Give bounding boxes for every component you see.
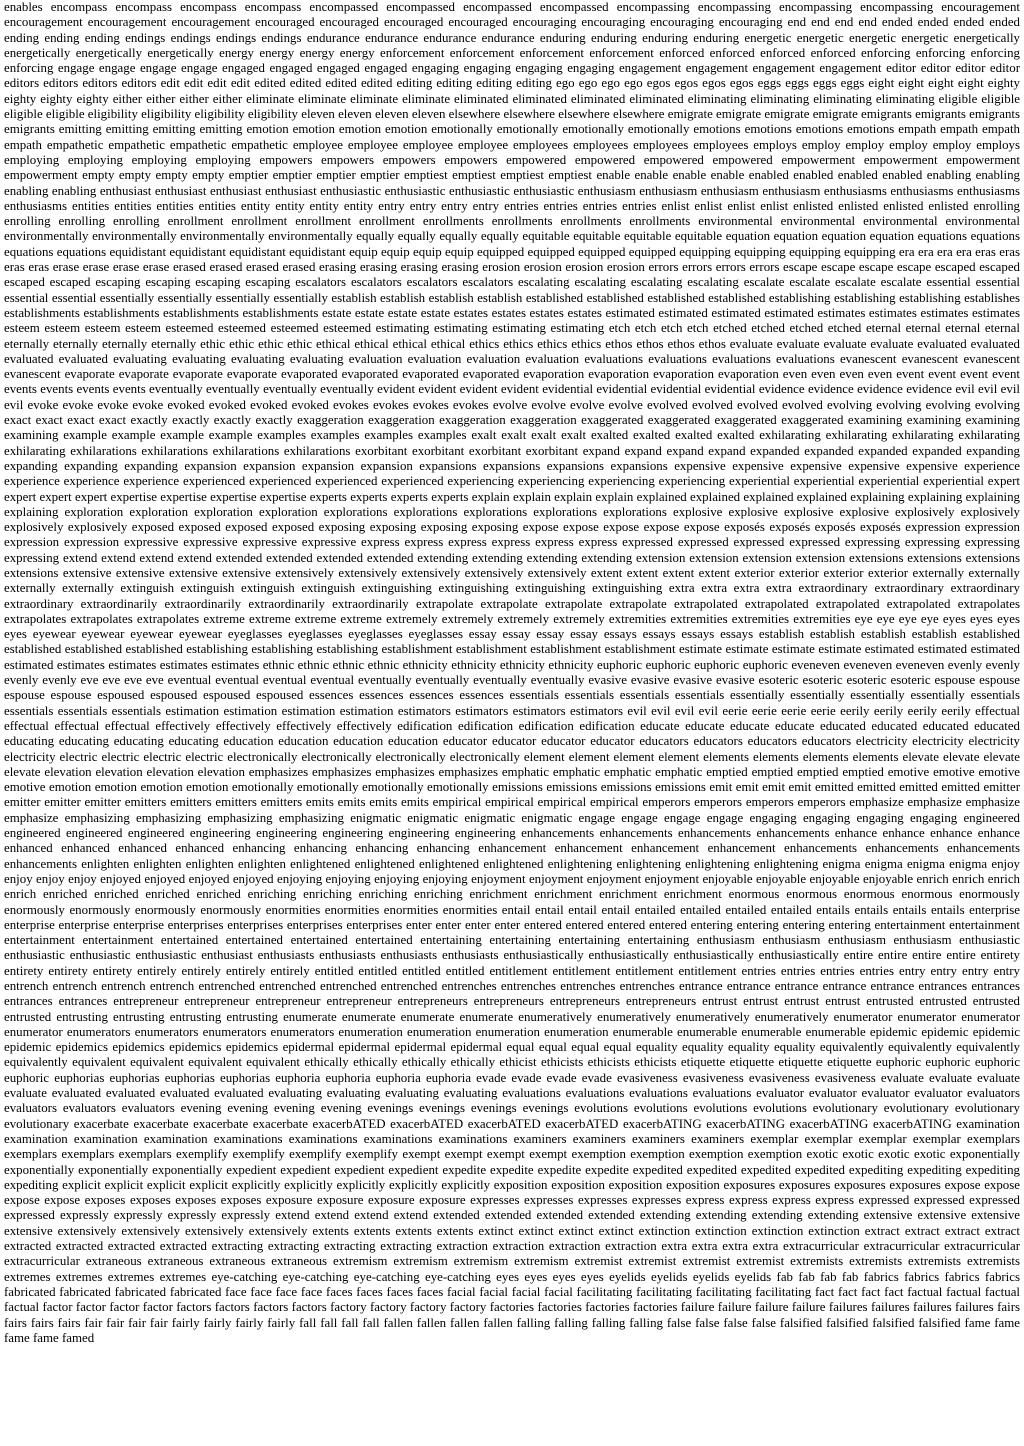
body-text: enables encompass encompass encompass encompass encompassed encompassed encompassed encompassed encompassing encompassing encompassing encompassing encouragement encouragement encouragement encouragement encouraged encouraged encouraged encouraged encouraging encouraging encouraging encouraging end end end end ended ended ended ended ending ending ending endings endings endings endings endurance endurance endurance endurance enduring enduring enduring enduring energetic energetic energetic energetic energetically energetically energetically energetically energy energy energy energy enforcement enforcement enforcement enforcement enforced enforced enforced enforced enforcing enforcing enforcing enforcing engage engage engage engage engaged engaged engaged engaged engaging engaging engaging engaging engagement engagement engagement engagement editor editor editor editor editors editors editors editors edit edit edit edit edited edited edited edited editing editing editing editing ego ego ego ego egos egos egos egos eggs eggs eggs eggs eight eight eight eight eighty eighty eighty eighty either either either either eliminate eliminate eliminate eliminate eliminated eliminated eliminated eliminated eliminating eliminating eliminating eliminating eligible eligible eligible eligible eligibility eligibility eligibility eligibility eleven eleven eleven eleven elsewhere elsewhere elsewhere elsewhere emigrate emigrate emigrate emigrate emigrants emigrants emigrants emigrants emitting emitting emitting emitting emotion emotion emotion emotion emotionally emotionally emotionally emotionally emotions emotions emotions emotions empath empath empath empath empathetic empathetic empathetic empathetic employee employee employee employee employees employees employees employees employs employ employ employ employ employs employing employing employing employing empowers empowers empowers empowers empowered empowered empowered empowered empowerment empowerment empowerment empowerment empty empty empty empty emptier emptier emptier emptier emptiest emptiest emptiest emptiest enable enable enable enable enabled enabled enabled enabled enabling enabling enabling enabling enthusiast enthusiast enthusiast enthusiast enthusiastic enthusiastic enthusiastic enthusiastic enthusiasm enthusiasm enthusiasm enthusiasm enthusiasms enthusiasms enthusiasms enthusiasms entities entities entities entities entity entity entity entity entry entry entry entry entries entries entries entries enlist enlist enlist enlist enlisted enlisted enlisted enlisted enrolling enrolling enrolling enrolling enrollment enrollment enrollment enrollment enrollments enrollments enrollments enrollments environmental environmental environmental environmental environmentally environmentally environmentally environmentally equally equally equally equally equitable equitable equitable equitable equation equation equation equation equations equations equations equations equidistant equidistant equidistant equidistant equip equip equip equip equipped equipped equipped equipped equipping equipping equipping equipping era era era era eras eras eras eras erase erase erase erase erased erased erased erased erasing erasing erasing erasing erosion erosion erosion erosion errors errors errors errors escape escape escape escape escaped escaped escaped escaped escaping escaping escaping escaping escalators escalators escalators escalators escalating escalating escalating escalating escalate escalate escalate escalate essential essential essential essential essentially essentially essentially essentially establish establish establish establish established established established established establishing establishing establishing establishes establishments establishments establishments establishments estate estate estate estate estates estates estates estates estimated estimated estimated estimated estimates estimates estimates estimates esteem esteem esteem esteem esteemed esteemed esteemed esteemed estimating estimating estimating estimating etch etch etch etch etched etched etched etched eternal eternal eternal eternal eternally eternally eternally eternally ethic ethic ethic ethic ethical ethical ethical ethical ethics ethics ethics ethics ethos ethos ethos ethos evaluate evaluate evaluate evaluate evaluated evaluated evaluated evaluated evaluating evaluating evaluating evaluating evaluation evaluation evaluation evaluation evaluations evaluations evaluations evaluations evanescent evanescent evanescent evanescent evaporate evaporate evaporate evaporate evaporated evaporated evaporated evaporated evaporation evaporation evaporation evaporation even even even even event event event event events events events events eventually eventually eventually eventually evident evident evident evident evidential evidential evidential evidential evidence evidence evidence evidence evil evil evil evil evoke evoke evoke evoke evoked evoked evoked evoked evokes evokes evokes evokes evolve evolve evolve evolve evolved evolved evolved evolved evolving evolving evolving evolving exact exact exact exact exactly exactly exactly exactly exaggeration exaggeration exaggeration exaggeration exaggerated exaggerated exaggerated exaggerated examining examining examining examining example example example example examples examples examples examples exalt exalt exalt exalt exalted exalted exalted exalted exhilarating exhilarating exhilarating exhilarating exhilarating exhilarations exhilarations exhilarations exhilarations exorbitant exorbitant exorbitant exorbitant expand expand expand expand expanded expanded expanded expanded expanding expanding expanding expanding expansion expansion expansion expansion expansions expansions expansions expansions expensive expensive expensive expensive expensive experience experience experience experience experienced experienced experienced experienced experiencing experiencing experiencing experiencing experiential experiential experiential experiential expert expert expert expert expertise expertise expertise expertise experts experts experts experts explain explain explain explain explained explained explained explained explaining explaining explaining explaining exploration exploration exploration exploration explorations explorations explorations explorations explorations explosive explosive explosive explosive explosively explosively explosively explosively exposed exposed exposed exposed exposing exposing exposing exposing expose expose expose expose expose exposés exposés exposés exposés expression expression expression expression expressive expressive expressive expressive express express express express express express expressed expressed expressed expressed expressing expressing expressing expressing extend extend extend extend extended extended extended extended extending extending extending extending extension extension extension extension extensions extensions extensions extensions extensive extensive extensive extensive extensively extensively extensively extensively extensively extent extent extent extent exterior exterior exterior exterior externally externally externally externally extinguish extinguish extinguish extinguish extinguishing extinguishing extinguishing extinguishing extra extra extra extra extraordinary extraordinary extraordinary extraordinary extraordinarily extraordinarily extraordinarily extraordinarily extrapolate extrapolate extrapolate extrapolate extrapolated extrapolated extrapolated extrapolated extrapolates extrapolates extrapolates extrapolates extreme extreme extreme extreme extremely extremely extremely extremely extremities extremities extremities extremities eye eye eye eye eyes eyes eyes eyes eyewear eyewear eyewear eyewear eyeglasses eyeglasses eyeglasses eyeglasses essay essay essay essay essays essays essays essays establish establish establish establish established established established established establishing establishing establishing establishment establishment establishment establishment estimate estimate estimate estimate estimated estimated estimated estimated estimates estimates estimates estimates ethnic ethnic ethnic ethnic ethnicity ethnicity ethnicity ethnicity euphoric euphoric euphoric euphoric eveneven eveneven eveneven evenly evenly evenly evenly eve eve eve eve eventual eventual eventual eventual eventually eventually eventually eventually evasive evasive evasive evasive esoteric esoteric esoteric esoteric espouse espouse espouse espouse espoused espoused espoused espoused essences essences essences essences essentials essentials essentials essentials essentially essentially essentially essentially essentials essentials essentials essentials estimation estimation estimation estimation estimators estimators estimators estimators evil evil evil evil eerie eerie eerie eerie eerily eerily eerily eerily effectual effectual effectual effectual effectively effectively effectively effectively edification edification edification edification educate educate educate educate educated educated educated educated educating educating educating educating education education education education educator educator educator educator educators educators educators educators electricity electricity electricity electricity electric electric electric electric electronically electronically electronically electronically element element element element elements elements elements elements elevate elevate elevate elevate elevation elevation elevation elevation emphasizes emphasizes emphasizes emphasizes emphatic emphatic emphatic emphatic emptied emptied emptied emptied emotive emotive emotive emotive emotion emotion emotion emotion emotionally emotionally emotionally emotionally emissions emissions emissions emissions emit emit emit emit emitted emitted emitted emitted emitter emitter emitter emitter emitters emitters emitters emitters emits emits emits emits empirical empirical empirical empirical emperors emperors emperors emperors emphasize emphasize emphasize emphasize emphasizing emphasizing emphasizing emphasizing enigmatic enigmatic enigmatic enigmatic engage engage engage engage engaging engaging engaging engaging engineered engineered engineered engineered engineering engineering engineering engineering engineering enhancements enhancements enhancements enhancements enhance enhance enhance enhance enhanced enhanced enhanced enhanced enhancing enhancing enhancing enhancing enhancement enhancement enhancement enhancement enhancements enhancements enhancements enhancements enlighten enlighten enlighten enlighten enlightened enlightened enlightened enlightened enlightening enlightening enlightening enlightening enigma enigma enigma enigma enjoy enjoy enjoy enjoy enjoyed enjoyed enjoyed enjoyed enjoying enjoying enjoying enjoying enjoyment enjoyment enjoyment enjoyment enjoyable enjoyable enjoyable enjoyable enrich enrich enrich enrich enriched enriched enriched enriched enriching enriching enriching enriching enrichment enrichment enrichment enrichment enormous enormous enormous enormous enormously enormously enormously enormously enormously enormities enormities enormities enormities entail entail entail entail entailed entailed entailed entailed entails entails entails entails enterprise enterprise enterprise enterprise enterprises enterprises enterprises enterprises enter enter enter enter entered entered entered entered entering entering entering entering entertainment entertainment entertainment entertainment entertained entertained entertained entertained entertaining entertaining entertaining entertaining enthusiasm enthusiasm enthusiasm enthusiasm enthusiastic enthusiastic enthusiastic enthusiastic enthusiast enthusiasts enthusiasts enthusiasts enthusiasts enthusiastically enthusiastically enthusiastically enthusiastically entire entire entire entire entirety entirety entirety entirety entirely entirely entirely entirely entitled entitled entitled entitled entitlement entitlement entitlement entitlement entries entries entries entries entry entry entry entry entrench entrench entrench entrench entrenched entrenched entrenched entrenched entrenches entrenches entrenches entrenches entrance entrance entrance entrance entrance entrances entrances entrances entrances entrepreneur entrepreneur entrepreneur entrepreneur entrepreneurs entrepreneurs entrepreneurs entrepreneurs entrust entrust entrust entrust entrusted entrusted entrusted entrusted entrusting entrusting entrusting entrusting enumerate enumerate enumerate enumerate enumeratively enumeratively enumeratively enumeratively enumerator enumerator enumerator enumerator enumerators enumerators enumerators enumerators enumeration enumeration enumeration enumeration enumerable enumerable enumerable enumerable epidemic epidemic epidemic epidemic epidemics epidemics epidemics epidemics epidermal epidermal epidermal epidermal equal equal equal equal equality equality equality equality equivalently equivalently equivalently equivalently equivalent equivalent equivalent equivalent ethically ethically ethically ethically ethicist ethicists ethicists ethicists etiquette etiquette etiquette etiquette euphoric euphoric euphoric euphoric euphorias euphorias euphorias euphorias euphoria euphoria euphoria euphoria evade evade evade evade evasiveness evasiveness evasiveness evasiveness evaluate evaluate evaluate evaluate evaluated evaluated evaluated evaluated evaluating evaluating evaluating evaluating evaluations evaluations evaluations evaluations evaluator evaluator evaluator evaluator evaluators evaluators evaluators evaluators evening evening evening evening evenings evenings evenings evenings evolutions evolutions evolutions evolutions evolutionary evolutionary evolutionary evolutionary exacerbate exacerbate exacerbate exacerbate exacerbATED exacerbATED exacerbATED exacerbATED exacerbATING exacerbATING exacerbATING exacerbATING examination examination examination examination examinations examinations examinations examinations examiners examiners examiners examiners exemplar exemplar exemplar exemplar exemplars exemplars exemplars exemplars exemplify exemplify exemplify exemplify exempt exempt exempt exempt exemption exemption exemption exemption exotic exotic exotic exotic exponentially exponentially exponentially exponentially expedient expedient expedient expedient expedite expedite expedite expedite expedited expedited expedited expedited expediting expediting expediting expediting explicit explicit explicit explicit explicitly explicitly explicitly explicitly explicitly exposition exposition exposition exposition exposures exposures exposures exposures expose expose expose expose exposes exposes exposes exposes exposure exposure exposure exposure expresses expresses expresses expresses express express express express expressed expressed expressed expressed expressly expressly expressly expressly extend extend extend extend extended extended extended extended extending extending extending extending extensive extensive extensive extensive extensively extensively extensively extensively extents extents extents extents extinct extinct extinct extinct extinction extinction extinction extinction extract extract extract extract extracted extracted extracted extracted extracting extracting extracting extracting extraction extraction extraction extraction extra extra extra extra extracurricular extracurricular extracurricular extracurricular extraneous extraneous extraneous extraneous extremism extremism extremism extremism extremist extremist extremist extremist extremists extremists extremists extremists extremes extremes extremes extremes eye-catching eye-catching eye-catching eye-catching eyes eyes eyes eyes eyelids eyelids eyelids eyelids fab fab fab fab fabrics fabrics fabrics fabrics fabricated fabricated fabricated fabricated face face face face faces faces faces faces facial facial facial facial facilitating facilitating facilitating facilitating fact fact fact fact factual factual factual factual factor factor factor factor factors factors factors factors factory factory factory factory factories factories factories factories failure failure failure failure failures failures failures failures fairs fairs fairs fairs fair fair fair fair fairly fairly fairly fairly fall fall fall fall fallen fallen fallen fallen falling falling falling falling false false false false falsified falsified falsified falsified fame fame fame fame famed [4,0,1020,1345]
